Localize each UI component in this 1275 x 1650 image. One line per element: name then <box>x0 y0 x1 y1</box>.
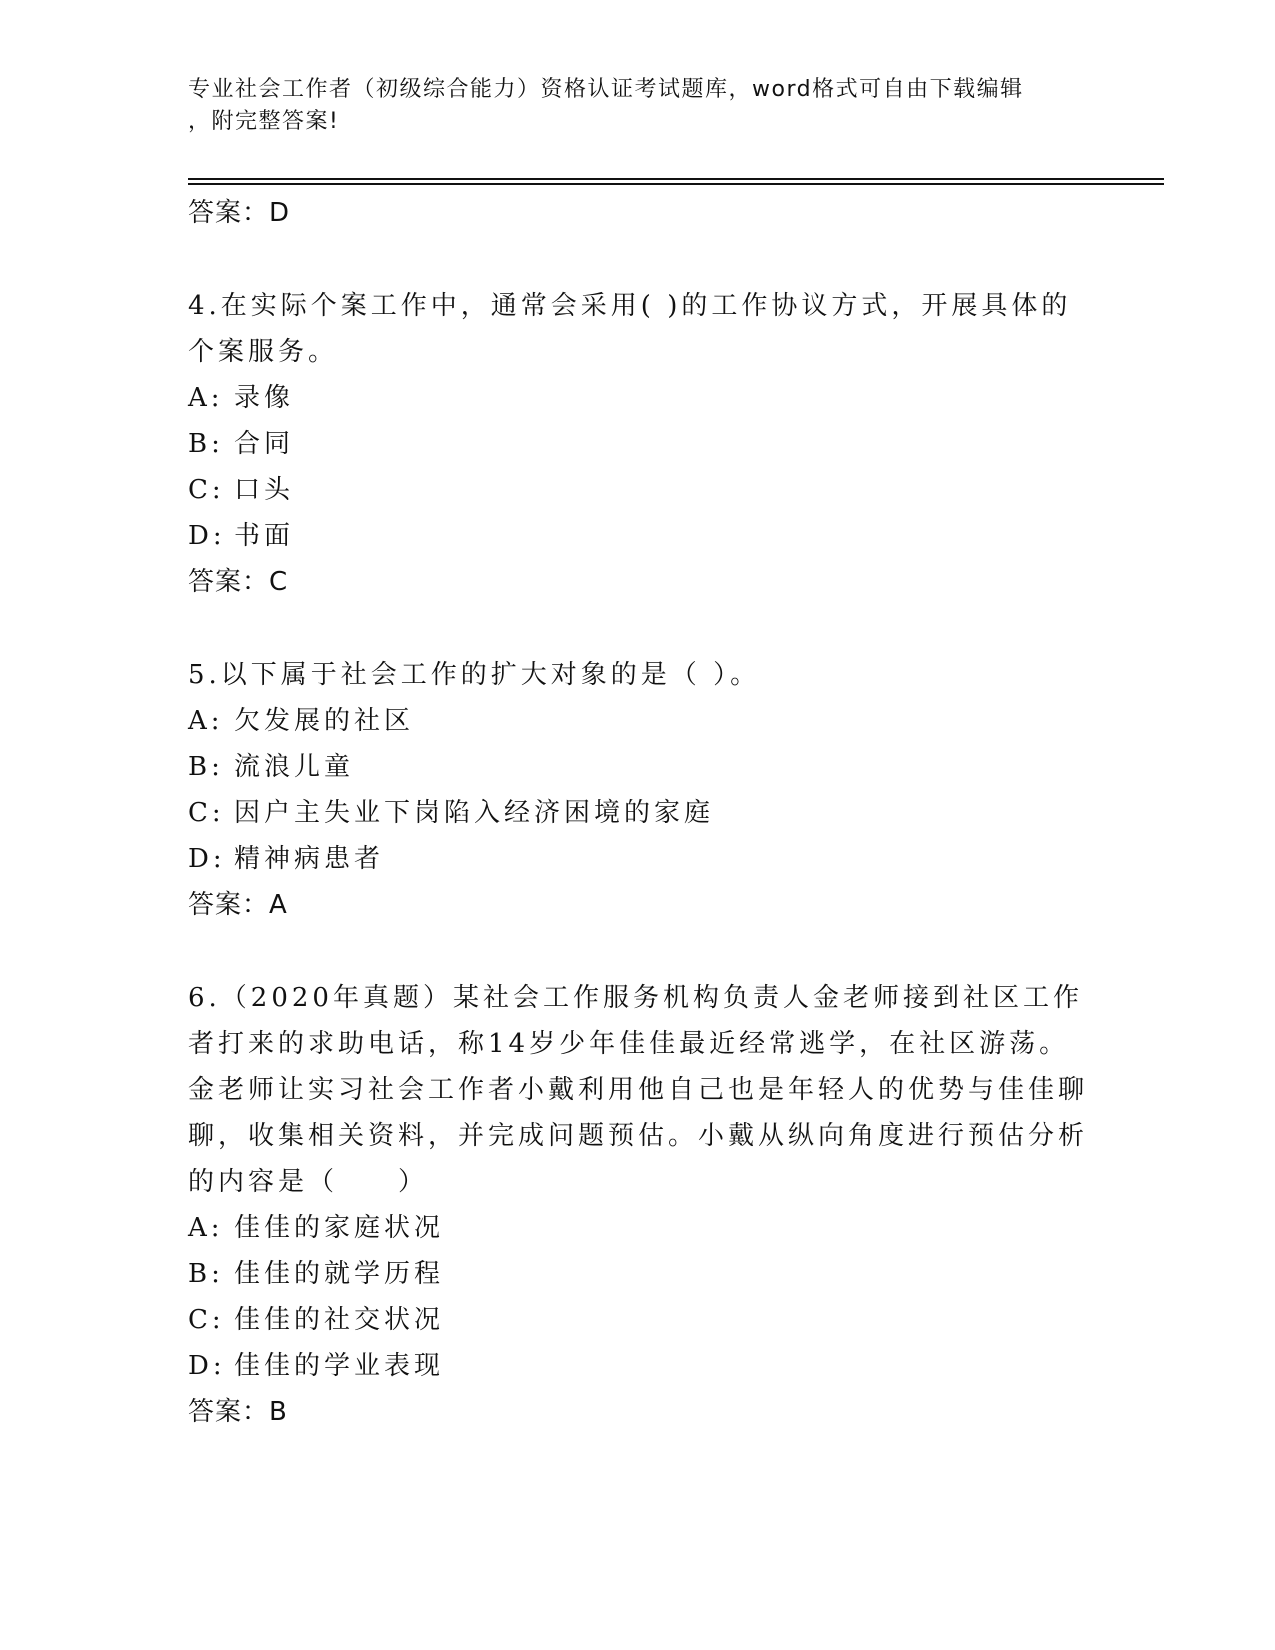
option-a <box>188 698 1088 744</box>
option-text: 流浪儿童 <box>234 752 355 782</box>
option-a <box>188 1205 1088 1251</box>
question-5 <box>188 652 1088 928</box>
option-key: B: <box>188 429 224 459</box>
option-key: A: <box>188 706 224 736</box>
option-c <box>188 790 1088 836</box>
option-b <box>188 744 1088 790</box>
option-text: 录像 <box>234 383 295 413</box>
option-key: A: <box>188 383 224 413</box>
option-key: D: <box>188 521 226 551</box>
option-text: 欠发展的社区 <box>234 706 415 736</box>
question-stem: 6.（2020年真题）某社会工作服务机构负责人金老师接到社区工作者打来的求助电话，称14岁少年佳佳最近经常逃学，在社区游荡。金老师让实习社会工作者小戴利用他自己也是年轻人的优势与佳佳聊聊，收集相关资料，并完成问题预估。小戴从纵向角度进行预估分析的内容是（ ） <box>188 983 1089 1197</box>
question-stem: 4.在实际个案工作中，通常会采用( )的工作协议方式，开展具体的个案服务。 <box>188 291 1072 367</box>
option-b <box>188 1251 1088 1297</box>
option-text: 佳佳的学业表现 <box>234 1351 445 1381</box>
question-answer: 答案：A <box>188 890 288 920</box>
option-d <box>188 836 1088 882</box>
option-text: 佳佳的社交状况 <box>234 1305 445 1335</box>
option-d <box>188 513 1088 559</box>
question-list <box>188 190 1088 1435</box>
option-key: D: <box>188 844 226 874</box>
document-header <box>188 74 1078 138</box>
header-line-2: ，附完整答案! <box>188 109 340 134</box>
option-key: C: <box>188 798 225 828</box>
option-d <box>188 1343 1088 1389</box>
option-c <box>188 1297 1088 1343</box>
option-a <box>188 375 1088 421</box>
question-4 <box>188 283 1088 605</box>
question-answer: 答案：C <box>188 567 289 597</box>
header-divider-top <box>188 178 1164 180</box>
question-6 <box>188 975 1088 1435</box>
option-text: 口头 <box>234 475 295 505</box>
option-text: 书面 <box>234 521 295 551</box>
option-text: 佳佳的就学历程 <box>234 1259 445 1289</box>
previous-question-answer: 答案：D <box>188 198 291 228</box>
option-text: 精神病患者 <box>234 844 385 874</box>
question-stem: 5.以下属于社会工作的扩大对象的是（ ）。 <box>188 660 761 690</box>
option-key: B: <box>188 752 224 782</box>
option-key: A: <box>188 1213 224 1243</box>
option-c <box>188 467 1088 513</box>
option-key: B: <box>188 1259 224 1289</box>
header-divider-bottom <box>188 183 1164 185</box>
option-key: D: <box>188 1351 226 1381</box>
option-text: 佳佳的家庭状况 <box>234 1213 445 1243</box>
header-line-1: 专业社会工作者（初级综合能力）资格认证考试题库，word格式可自由下载编辑 <box>188 77 1024 102</box>
question-answer: 答案：B <box>188 1397 288 1427</box>
option-text: 因户主失业下岗陷入经济困境的家庭 <box>234 798 715 828</box>
option-text: 合同 <box>234 429 295 459</box>
option-b <box>188 421 1088 467</box>
option-key: C: <box>188 475 225 505</box>
option-key: C: <box>188 1305 225 1335</box>
